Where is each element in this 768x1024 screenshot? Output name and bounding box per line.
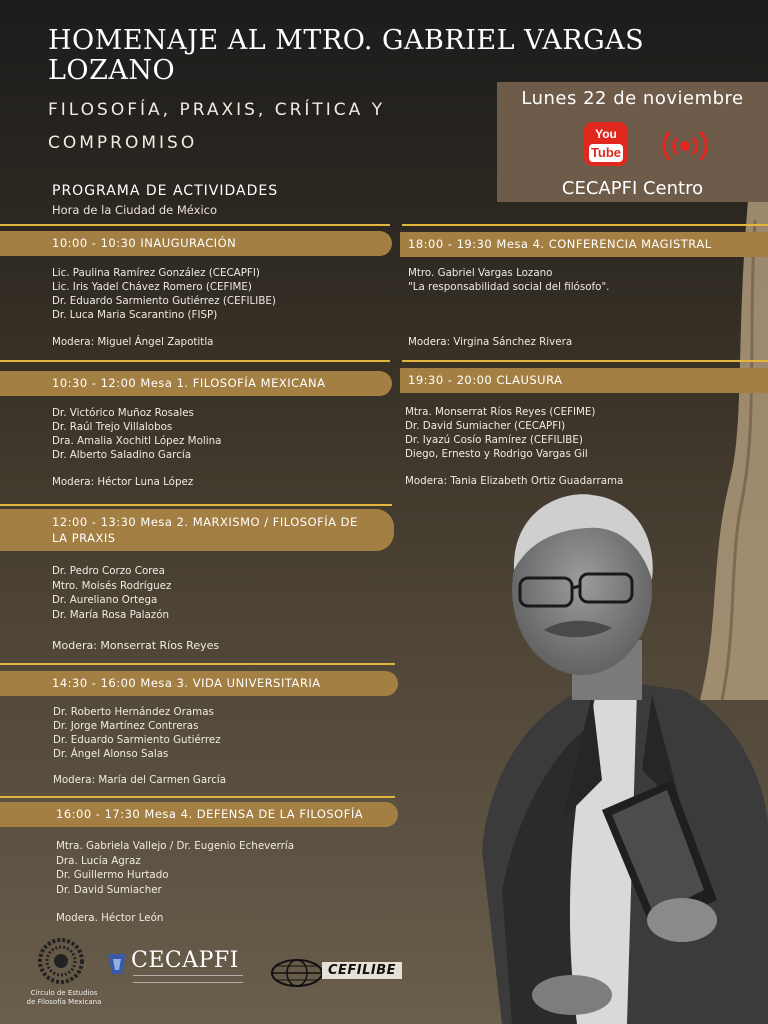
session-title: 18:00 - 19:30 Mesa 4. CONFERENCIA MAGISTRAL: [408, 237, 712, 251]
participant: Dr. Victórico Muñoz Rosales: [52, 407, 194, 419]
live-broadcast-icon: [662, 128, 708, 164]
divider: [0, 796, 395, 798]
session-mesa1-header: [0, 371, 392, 396]
session-moderator: Modera: Virgina Sánchez Rivera: [408, 336, 573, 348]
participant: Dra. Amalia Xochitl López Molina: [52, 435, 222, 447]
session-clausura-names: [405, 405, 595, 461]
participant: Dr. Alberto Saladino García: [52, 449, 192, 461]
page-subtitle: [48, 94, 488, 160]
session-mesa3-names: [53, 705, 221, 761]
session-mesa2-names: [52, 564, 171, 622]
lecture-title: "La responsabilidad social del filósofo".: [408, 281, 610, 293]
circulo-estudios-caption: [14, 989, 114, 1007]
title-line-1: HOMENAJE AL MTRO. GABRIEL VARGAS: [48, 25, 645, 56]
participant: Mtra. Monserrat Ríos Reyes (CEFIME): [405, 406, 596, 418]
session-mesa2-header: [0, 509, 394, 551]
session-moderator: Modera: Tania Elizabeth Ortiz Guadarrama: [405, 475, 624, 487]
portrait-photo: [452, 490, 768, 1024]
participant: Dr. David Sumiacher (CECAPFI): [405, 420, 566, 432]
participant: Dr. Eduardo Sarmiento Gutiérrez (CEFILIBE): [52, 295, 276, 307]
session-moderator: Modera: María del Carmen García: [53, 774, 227, 786]
cefilibe-logo-name: CEFILIBE: [322, 962, 402, 979]
logo-caption-line: de Filosofía Mexicana: [26, 998, 102, 1006]
session-clausura-header: [400, 368, 768, 393]
participant: Dr. Eduardo Sarmiento Gutiérrez: [53, 734, 221, 746]
session-moderator: Modera: Monserrat Ríos Reyes: [52, 639, 220, 652]
divider: [402, 360, 768, 362]
page-title: [48, 26, 688, 86]
subtitle-line-2: COMPROMISO: [48, 133, 198, 153]
session-inauguracion-header: [0, 231, 392, 256]
session-title-line-2: LA PRAXIS: [52, 531, 116, 545]
session-inauguracion-names: [52, 266, 276, 322]
participant: Dr. Jorge Martínez Contreras: [53, 720, 199, 732]
participant: Dr. Raúl Trejo Villalobos: [52, 421, 173, 433]
event-date: Lunes 22 de noviembre: [521, 88, 744, 109]
youtube-icon[interactable]: [584, 122, 628, 166]
session-mesa1-names: [52, 406, 221, 462]
participant: Dr. Guillermo Hurtado: [56, 869, 169, 881]
session-title: 10:30 - 12:00 Mesa 1. FILOSOFÍA MEXICANA: [52, 376, 326, 390]
participant: Dr. David Sumiacher: [56, 883, 162, 896]
program-timezone: Hora de la Ciudad de México: [52, 203, 218, 217]
participant: Dr. Roberto Hernández Oramas: [53, 706, 214, 718]
youtube-icon-top-text: You: [595, 127, 617, 141]
session-mesa4-names: [56, 839, 294, 897]
divider: [402, 224, 768, 226]
session-conferencia-names: [408, 266, 609, 294]
session-mesa4-header: [0, 802, 398, 827]
session-title: 16:00 - 17:30 Mesa 4. DEFENSA DE LA FILOSOFÍA: [56, 807, 364, 821]
cecapfi-logo-name: CECAPFI: [131, 948, 239, 973]
cefilibe-globe-icon: [270, 958, 324, 988]
divider: [0, 224, 390, 226]
participant: Lic. Paulina Ramírez González (CECAPFI): [52, 267, 260, 279]
session-moderator: Modera: Héctor Luna López: [52, 476, 194, 488]
participant: Dr. Aureliano Ortega: [52, 594, 158, 606]
divider: [0, 504, 392, 506]
participant: Diego, Ernesto y Rodrigo Vargas Gil: [405, 448, 588, 460]
session-moderator: Modera: Miguel Ángel Zapotitla: [52, 336, 214, 348]
session-moderator: Modera. Héctor León: [56, 912, 164, 924]
divider: [0, 663, 395, 665]
event-info-box: [497, 82, 768, 202]
cecapfi-logo-mark: [104, 950, 130, 978]
divider: [0, 360, 390, 362]
participant: Mtro. Gabriel Vargas Lozano: [408, 267, 553, 279]
participant: Dr. Pedro Corzo Corea: [52, 565, 165, 577]
participant: Mtro. Moisés Rodríguez: [52, 579, 172, 592]
youtube-icon-bottom-text: Tube: [590, 145, 622, 160]
program-heading: PROGRAMA DE ACTIVIDADES: [52, 183, 279, 199]
session-title-line-1: 12:00 - 13:30 Mesa 2. MARXISMO / FILOSOFÍA DE: [52, 515, 358, 529]
circulo-estudios-logo: [38, 938, 84, 984]
title-line-2: LOZANO: [48, 55, 176, 86]
participant: Dr. Luca Maria Scarantino (FISP): [52, 309, 218, 321]
participant: Lic. Iris Yadel Chávez Romero (CEFIME): [52, 281, 252, 293]
session-title: 10:00 - 10:30 INAUGURACIÓN: [52, 236, 237, 250]
participant: Dr. Ángel Alonso Salas: [53, 748, 169, 760]
participant: Dra. Lucía Agraz: [56, 854, 141, 867]
session-mesa3-header: [0, 671, 398, 696]
session-title: 14:30 - 16:00 Mesa 3. VIDA UNIVERSITARIA: [52, 676, 321, 690]
cecapfi-logo-tagline: [133, 975, 243, 983]
participant: Dr. Iyazú Cosío Ramírez (CEFILIBE): [405, 434, 583, 446]
logo-caption-line: Círculo de Estudios: [30, 989, 98, 997]
event-venue: CECAPFI Centro: [561, 178, 704, 199]
session-conferencia-header: [400, 232, 768, 257]
participant: Mtra. Gabriela Vallejo / Dr. Eugenio Echeverría: [56, 840, 295, 852]
session-title: 19:30 - 20:00 CLAUSURA: [408, 373, 563, 387]
subtitle-line-1: FILOSOFÍA, PRAXIS, CRÍTICA Y: [48, 100, 386, 120]
participant: Dr. María Rosa Palazón: [52, 608, 170, 621]
